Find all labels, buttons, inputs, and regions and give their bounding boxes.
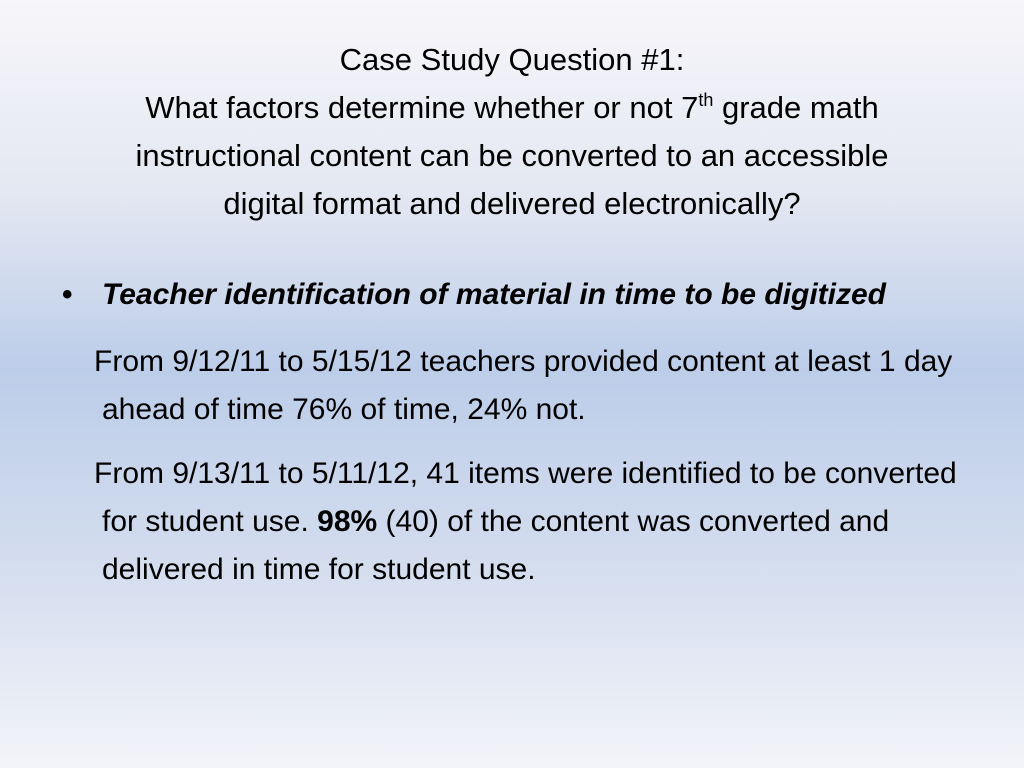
slide-body: [62, 272, 972, 594]
title-line-1: Case Study Question #1:: [339, 42, 685, 77]
title-line-3: instructional content can be converted to an accessible: [135, 138, 889, 173]
bullet-item: [62, 272, 972, 318]
title-line-2-end: grade math: [713, 90, 879, 125]
paragraph-conversion-end: (40) of the content was converted and delivered in time for student use.: [102, 505, 890, 586]
title-line-2-start: What factors determine whether or not 7: [145, 90, 699, 125]
bullet-text: Teacher identification of material in time to be digitized: [102, 278, 886, 311]
bullet-icon: •: [62, 278, 73, 311]
paragraph-conversion: [62, 450, 972, 594]
title-line-4: digital format and delivered electronically?: [223, 186, 801, 221]
paragraph-timeliness: From 9/12/11 to 5/15/12 teachers provided content at least 1 day ahead of time 76% of time, 24% not.: [94, 345, 953, 426]
slide-title: [40, 36, 984, 228]
title-superscript: th: [698, 90, 714, 110]
conversion-percentage: 98%: [317, 505, 378, 538]
paragraph-conversion-start: From 9/13/11 to 5/11/12, 41 items were identified to be converted for student use.: [94, 457, 957, 538]
title-line-2: [40, 84, 984, 132]
